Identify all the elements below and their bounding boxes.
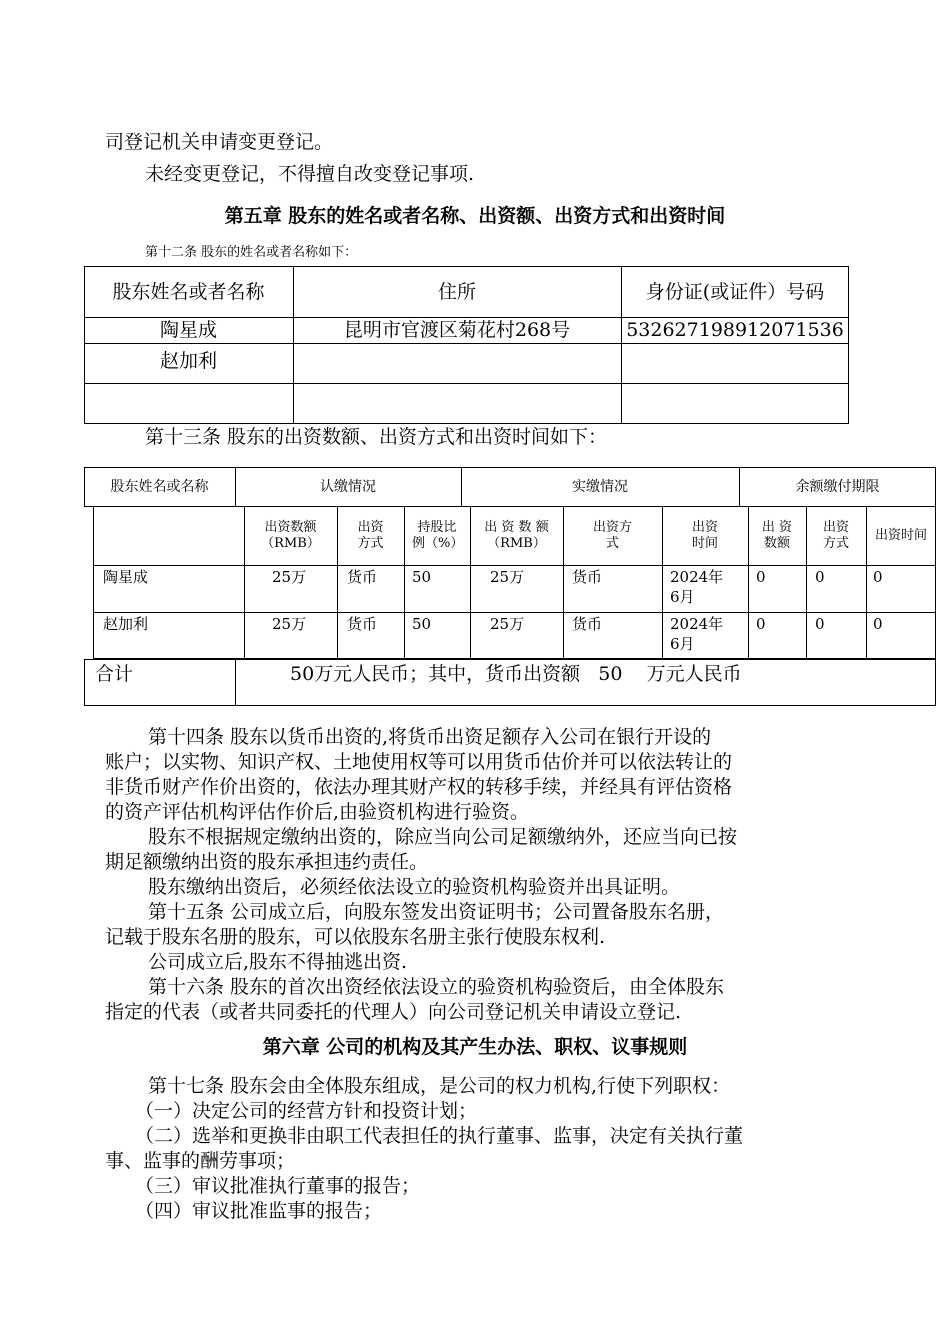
table-sub-header: 出 资 数额 xyxy=(761,520,793,551)
table-cell: 陶星成 xyxy=(159,319,217,341)
table-sub-header: 出资时间 xyxy=(691,520,718,551)
text-line: 未经变更登记，不得擅自改变登记事项. xyxy=(145,163,475,185)
table-cell: 赵加利 xyxy=(159,350,217,372)
text-line: （四）审议批准监事的报告； xyxy=(135,1200,383,1222)
text-line: 股东缴纳出资后，必须经依法设立的验资机构验资并出具证明。 xyxy=(148,876,681,898)
text-line: 第十六条 股东的首次出资经依法设立的验资机构验资后，由全体股东 xyxy=(148,976,725,998)
table-cell: 0 xyxy=(873,568,883,586)
table-cell: 2024年6月 xyxy=(670,615,724,653)
table-cell: 0 xyxy=(873,615,883,633)
table-cell xyxy=(621,383,849,424)
text-line: 期足额缴纳出资的股东承担违约责任。 xyxy=(105,851,429,873)
table-cell: 货币 xyxy=(572,568,603,586)
table-cell: 0 xyxy=(756,615,766,633)
text-line: （二）选举和更换非由职工代表担任的执行董事、监事，决定有关执行董 xyxy=(135,1125,744,1147)
table-header-cell: 住所 xyxy=(437,280,476,303)
table-cell xyxy=(293,383,621,424)
article-line: 第十三条 股东的出资数额、出资方式和出资时间如下： xyxy=(145,426,608,448)
table-sub-header: 持股比例（%） xyxy=(412,520,464,551)
table-group-header: 认缴情况 xyxy=(320,479,376,495)
text-line: 司登记机关申请变更登记。 xyxy=(105,131,334,153)
text-line: 第十四条 股东以货币出资的,将货币出资足额存入公司在银行开设的 xyxy=(148,726,712,748)
table-sub-header: 出资数额（RMB） xyxy=(261,520,320,551)
text-line: 指定的代表（或者共同委托的代理人）向公司登记机关申请设立登记. xyxy=(105,1001,682,1023)
article-line: 第十二条 股东的姓名或者名称如下： xyxy=(145,245,358,260)
table-cell: 货币 xyxy=(572,615,603,633)
table-cell: 货币 xyxy=(347,568,378,586)
text-line: 记载于股东名册的股东，可以依股东名册主张行使股东权利. xyxy=(105,926,606,948)
table-total-label: 合计 xyxy=(95,663,134,685)
table-group-header: 股东姓名或名称 xyxy=(110,479,209,495)
text-line: 股东不根据规定缴纳出资的，除应当向公司足额缴纳外，还应当向已按 xyxy=(148,826,738,848)
table-cell: 25万 xyxy=(272,615,307,633)
chapter-title: 第五章 股东的姓名或者名称、出资额、出资方式和出资时间 xyxy=(224,205,726,227)
text-line: 公司成立后,股东不得抽逃出资. xyxy=(148,951,408,973)
table-cell xyxy=(293,343,621,383)
text-line: （一）决定公司的经营方针和投资计划； xyxy=(135,1100,478,1122)
table-cell: 0 xyxy=(815,615,825,633)
table-total-text: 50万元人民币；其中，货币出资额 50 万元人民币 xyxy=(290,663,742,685)
text-line: 第十七条 股东会由全体股东组成，是公司的权力机构,行使下列职权： xyxy=(148,1075,731,1097)
table-sub-header: 出资时间 xyxy=(874,528,927,543)
table-cell: 0 xyxy=(815,568,825,586)
table-cell: 50 xyxy=(412,615,432,633)
text-line: 第十五条 公司成立后，向股东签发出资证明书；公司置备股东名册， xyxy=(148,901,725,923)
table-sub-header: 出资方式 xyxy=(822,520,849,551)
table-cell xyxy=(84,383,293,424)
table-cell: 赵加利 xyxy=(103,615,149,633)
table-cell: 陶星成 xyxy=(103,568,149,586)
table-group-header: 余额缴付期限 xyxy=(795,479,880,495)
table-sub-header: 出资方式 xyxy=(593,520,633,551)
table-cell: 25万 xyxy=(272,568,307,586)
table-cell: 昆明市官渡区菊花村268号 xyxy=(343,319,571,341)
table-group-header: 实缴情况 xyxy=(572,479,628,495)
table-sub-header: 出资方式 xyxy=(357,520,384,551)
chapter-title: 第六章 公司的机构及其产生办法、职权、议事规则 xyxy=(262,1036,688,1058)
table-cell: 2024年6月 xyxy=(670,568,724,606)
table-sub-header: 出 资 数 额（RMB） xyxy=(484,520,549,551)
text-line: （三）审议批准执行董事的报告； xyxy=(135,1175,421,1197)
text-line: 非货币财产作价出资的，依法办理其财产权的转移手续，并经具有评估资格 xyxy=(105,776,733,798)
table-header-cell: 身份证(或证件）号码 xyxy=(645,280,825,303)
text-line: 的资产评估机构评估作价后,由验资机构进行验资。 xyxy=(105,801,530,823)
text-line: 账户；以实物、知识产权、土地使用权等可以用货币估价并可以依法转让的 xyxy=(105,751,733,773)
table-cell: 25万 xyxy=(490,615,525,633)
table-header-cell: 股东姓名或者名称 xyxy=(112,280,265,303)
table-cell: 0 xyxy=(756,568,766,586)
table-cell xyxy=(621,343,849,383)
text-line: 事、监事的酬劳事项； xyxy=(105,1150,296,1172)
table-cell: 25万 xyxy=(490,568,525,586)
table-cell: 532627198912071536 xyxy=(626,319,844,341)
table-cell: 50 xyxy=(412,568,432,586)
table-cell: 货币 xyxy=(347,615,378,633)
